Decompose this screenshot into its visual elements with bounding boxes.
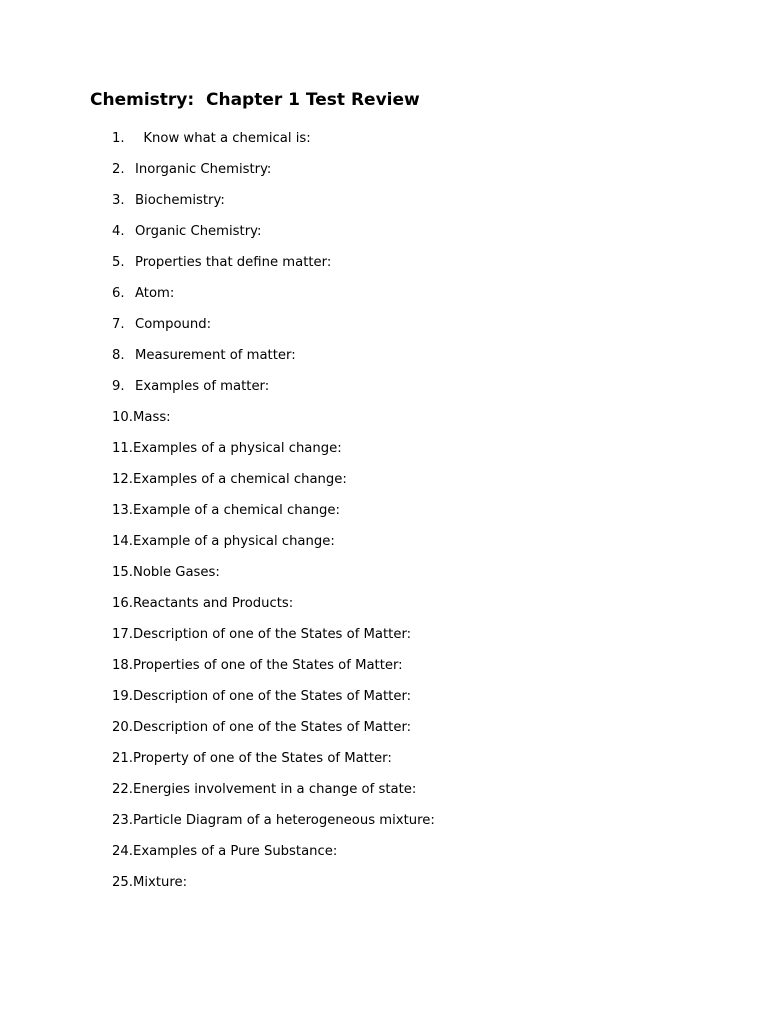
item-text: Inorganic Chemistry:	[135, 161, 272, 177]
item-number: 12.	[112, 471, 133, 487]
item-number: 8.	[112, 347, 125, 363]
item-number: 14.	[112, 533, 133, 549]
list-item	[112, 743, 435, 774]
item-text: Measurement of matter:	[135, 347, 296, 363]
list-item	[112, 123, 435, 154]
item-text: Particle Diagram of a heterogeneous mixture:	[132, 812, 435, 828]
list-item	[112, 619, 435, 650]
list-item	[112, 154, 435, 185]
item-number: 2.	[112, 161, 125, 177]
item-text: Properties that define matter:	[135, 254, 332, 270]
item-number: 5.	[112, 254, 125, 270]
item-text: Biochemistry:	[135, 192, 225, 208]
item-text: Examples of a Pure Substance:	[132, 843, 338, 859]
item-text: Properties of one of the States of Matter:	[132, 657, 403, 673]
item-number: 7.	[112, 316, 125, 332]
item-text: Energies involvement in a change of state:	[132, 781, 417, 797]
list-item	[112, 867, 435, 898]
item-text: Know what a chemical is:	[135, 130, 311, 146]
item-text: Organic Chemistry:	[135, 223, 262, 239]
item-text: Examples of matter:	[135, 378, 270, 394]
item-number: 9.	[112, 378, 125, 394]
list-item	[112, 588, 435, 619]
list-item	[112, 464, 435, 495]
list-item	[112, 340, 435, 371]
item-text: Description of one of the States of Matter:	[132, 719, 412, 735]
item-text: Mass:	[132, 409, 171, 425]
item-text: Compound:	[135, 316, 212, 332]
list-item	[112, 402, 435, 433]
item-text: Description of one of the States of Matter:	[132, 626, 412, 642]
list-item	[112, 309, 435, 340]
item-number: 19.	[112, 688, 133, 704]
list-item	[112, 433, 435, 464]
item-number: 15.	[112, 564, 133, 580]
item-text: Reactants and Products:	[132, 595, 294, 611]
item-text: Mixture:	[132, 874, 188, 890]
item-number: 25.	[112, 874, 133, 890]
page-title: Chemistry: Chapter 1 Test Review	[90, 90, 420, 110]
list-item	[112, 185, 435, 216]
item-text: Atom:	[135, 285, 175, 301]
list-item	[112, 805, 435, 836]
item-number: 21.	[112, 750, 133, 766]
item-text: Noble Gases:	[132, 564, 220, 580]
list-item	[112, 216, 435, 247]
review-question-list	[112, 123, 435, 898]
list-item	[112, 650, 435, 681]
item-number: 3.	[112, 192, 125, 208]
list-item	[112, 557, 435, 588]
item-text: Examples of a physical change:	[132, 440, 342, 456]
list-item	[112, 371, 435, 402]
list-item	[112, 681, 435, 712]
item-number: 17.	[112, 626, 133, 642]
item-text: Example of a physical change:	[132, 533, 335, 549]
item-number: 24.	[112, 843, 133, 859]
item-number: 23.	[112, 812, 133, 828]
item-text: Example of a chemical change:	[132, 502, 340, 518]
item-text: Examples of a chemical change:	[132, 471, 347, 487]
item-number: 4.	[112, 223, 125, 239]
item-number: 11.	[112, 440, 133, 456]
item-number: 10.	[112, 409, 133, 425]
list-item	[112, 247, 435, 278]
list-item	[112, 712, 435, 743]
item-number: 6.	[112, 285, 125, 301]
list-item	[112, 526, 435, 557]
item-number: 22.	[112, 781, 133, 797]
item-number: 16.	[112, 595, 133, 611]
item-number: 13.	[112, 502, 133, 518]
item-text: Property of one of the States of Matter:	[132, 750, 392, 766]
list-item	[112, 836, 435, 867]
item-number: 18.	[112, 657, 133, 673]
list-item	[112, 495, 435, 526]
item-text: Description of one of the States of Matter:	[132, 688, 412, 704]
item-number: 1.	[112, 130, 125, 146]
list-item	[112, 774, 435, 805]
item-number: 20.	[112, 719, 133, 735]
list-item	[112, 278, 435, 309]
